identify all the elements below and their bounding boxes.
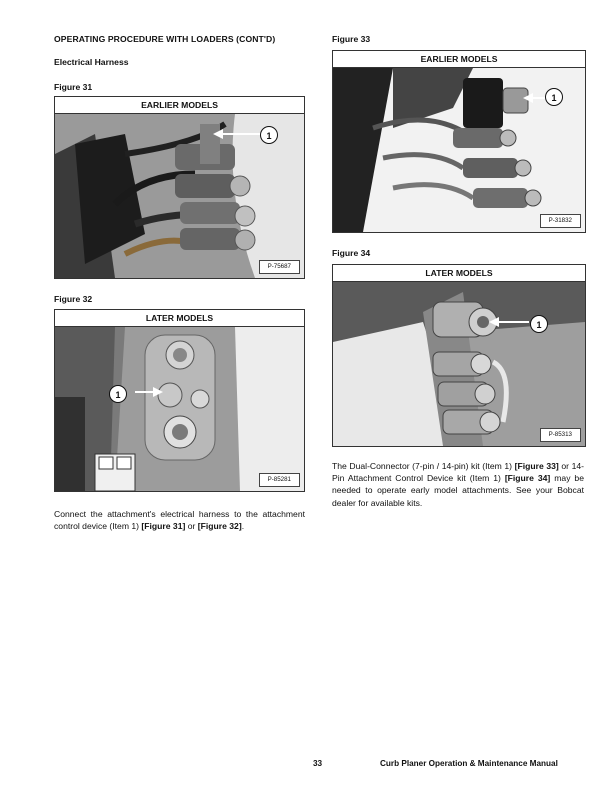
right-paragraph-text-1: The Dual-Connector (7-pin / 14-pin) kit (Item 1) [332, 461, 515, 471]
figure-31-code: P-75687 [259, 260, 300, 274]
figure-32-reference: [Figure 32] [197, 521, 242, 532]
figure-34-reference: [Figure 34] [504, 473, 551, 484]
figure-32-callout [109, 385, 127, 403]
section-title: OPERATING PROCEDURE WITH LOADERS (CONT'D) [54, 34, 276, 44]
figure-33-code: P-31832 [540, 214, 581, 228]
manual-title: Curb Planer Operation & Maintenance Manual [380, 759, 558, 768]
figure-32 [54, 309, 305, 492]
figure-34-label: Figure 34 [332, 248, 371, 258]
left-paragraph-text-3: . [241, 521, 245, 532]
figure-32-callout-number: 1 [115, 390, 121, 400]
figure-33-title: EARLIER MODELS [333, 51, 585, 68]
figure-34-photo [333, 282, 585, 446]
figure-33 [332, 50, 586, 233]
figure-34-title: LATER MODELS [333, 265, 585, 282]
figure-31-callout [260, 126, 278, 144]
figure-31-label: Figure 31 [54, 82, 93, 92]
figure-33-reference: [Figure 33] [514, 461, 559, 471]
figure-31-title: EARLIER MODELS [55, 97, 304, 114]
right-paragraph-text-2: or 14-Pin Attachment Control Device kit (Item 1) [332, 461, 585, 484]
figure-34-code: P-85313 [540, 428, 581, 442]
right-paragraph-text-3: may be needed to operate early model attachments. See your Bobcat dealer for available kits. [332, 473, 584, 508]
left-paragraph [54, 508, 305, 532]
left-paragraph-text-2: or [185, 521, 198, 532]
figure-32-code: P-85281 [259, 473, 300, 487]
figure-31-reference: [Figure 31] [141, 521, 186, 532]
figure-33-label: Figure 33 [332, 34, 371, 44]
page-number: 33 [313, 759, 323, 768]
figure-32-label: Figure 32 [54, 294, 93, 304]
figure-34 [332, 264, 586, 447]
figure-34-callout [530, 315, 548, 333]
figure-33-callout-number: 1 [551, 93, 557, 103]
subsection-title: Electrical Harness [54, 57, 129, 67]
figure-32-photo [55, 327, 304, 491]
figure-31-callout-number: 1 [266, 131, 272, 141]
figure-32-title: LATER MODELS [55, 310, 304, 327]
left-paragraph-text-1: Connect the attachment's electrical harness to the attachment control device (Item 1) [54, 509, 305, 532]
figure-33-callout [545, 88, 563, 106]
figure-31 [54, 96, 305, 279]
right-paragraph [332, 460, 584, 509]
figure-34-callout-number: 1 [536, 320, 542, 330]
